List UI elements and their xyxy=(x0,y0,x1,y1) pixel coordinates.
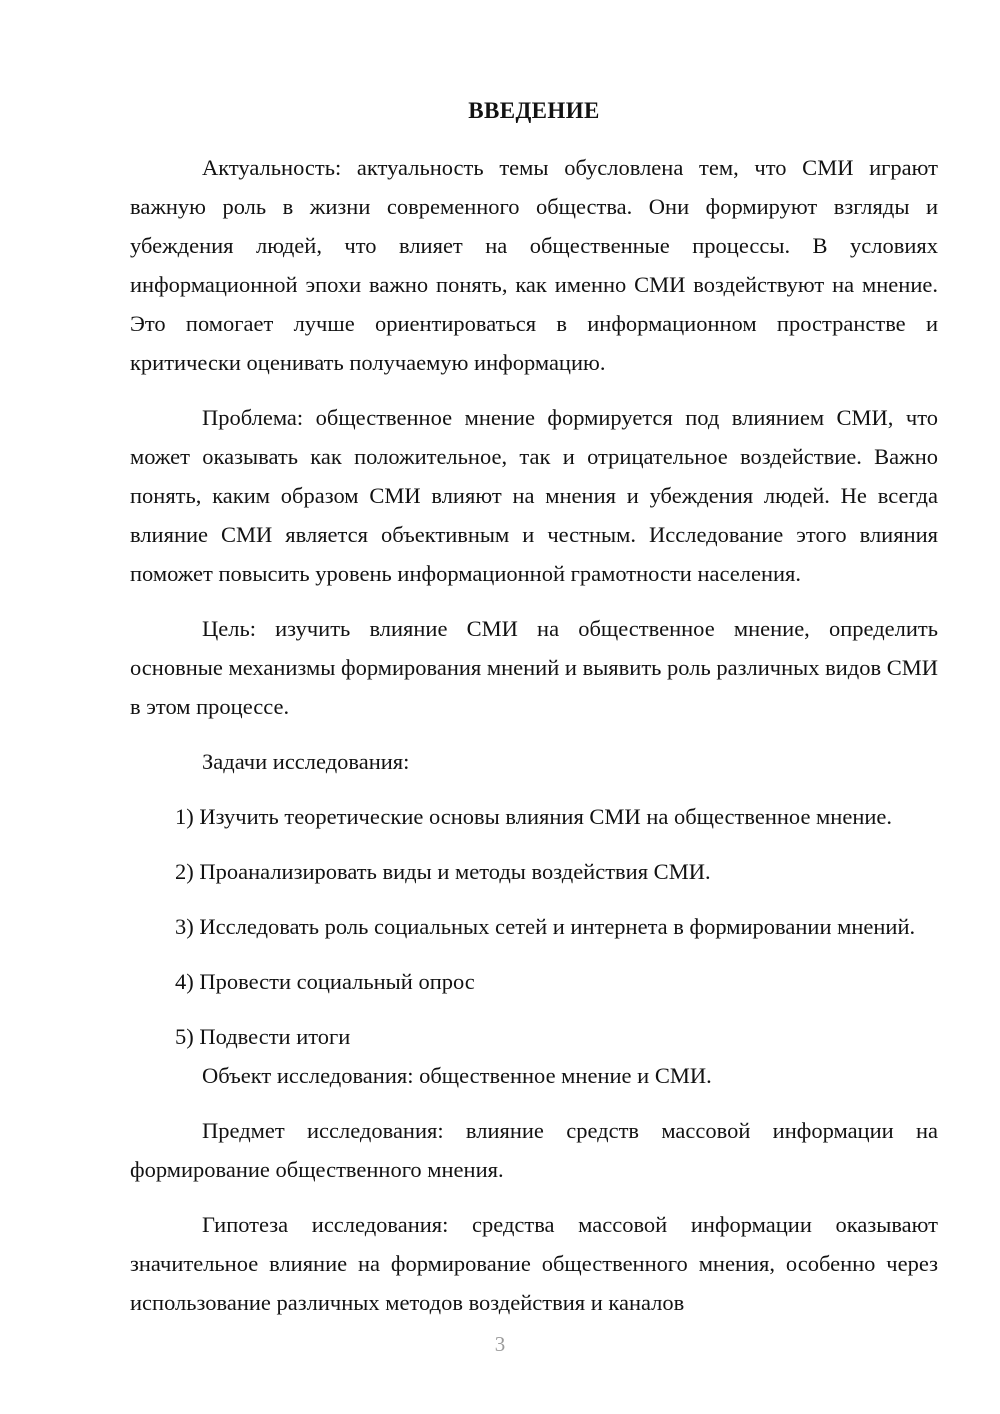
paragraph-object: Объект исследования: общественное мнение и СМИ. xyxy=(202,1063,712,1088)
list-item: 1) Изучить теоретические основы влияния СМИ на общественное мнение. xyxy=(175,804,893,829)
page-number: 3 xyxy=(494,1332,506,1356)
page-title: ВВЕДЕНИЕ xyxy=(468,98,600,123)
paragraph-relevance: Актуальность: актуальность темы обусловлена тем, что СМИ играют важную роль в жизни современного общества. Они формируют взгляды и убеждения людей, что влияет на общественные процессы. В условиях информационной эпохи важно понять, как именно СМИ воздействуют на мнение. Это помогает лучше ориентироваться в информационном пространстве и критически оценивать получаемую информацию. xyxy=(130,155,938,375)
paragraph-subject: Предмет исследования: влияние средств массовой информации на формирование общественного мнения. xyxy=(130,1118,938,1182)
paragraph-problem: Проблема: общественное мнение формируется под влиянием СМИ, что может оказывать как положительное, так и отрицательное воздействие. Важно понять, каким образом СМИ влияют на мнения и убеждения людей. Не всегда влияние СМИ является объективным и честным. Исследование этого влияния поможет повысить уровень информационной грамотности населения. xyxy=(130,405,938,586)
paragraph-hypothesis: Гипотеза исследования: средства массовой информации оказывают значительное влияние на формирование общественного мнения, особенно через использование различных методов воздействия и каналов xyxy=(130,1212,938,1315)
list-item: 4) Провести социальный опрос xyxy=(175,969,475,994)
document-content xyxy=(130,0,938,1322)
list-item: 2) Проанализировать виды и методы воздействия СМИ. xyxy=(175,859,711,884)
tasks-heading: Задачи исследования: xyxy=(202,749,410,774)
list-item: 3) Исследовать роль социальных сетей и интернета в формировании мнений. xyxy=(175,914,916,939)
paragraph-goal: Цель: изучить влияние СМИ на общественное мнение, определить основные механизмы формирования мнений и выявить роль различных видов СМИ в этом процессе. xyxy=(130,616,938,719)
list-item: 5) Подвести итоги xyxy=(175,1024,351,1049)
